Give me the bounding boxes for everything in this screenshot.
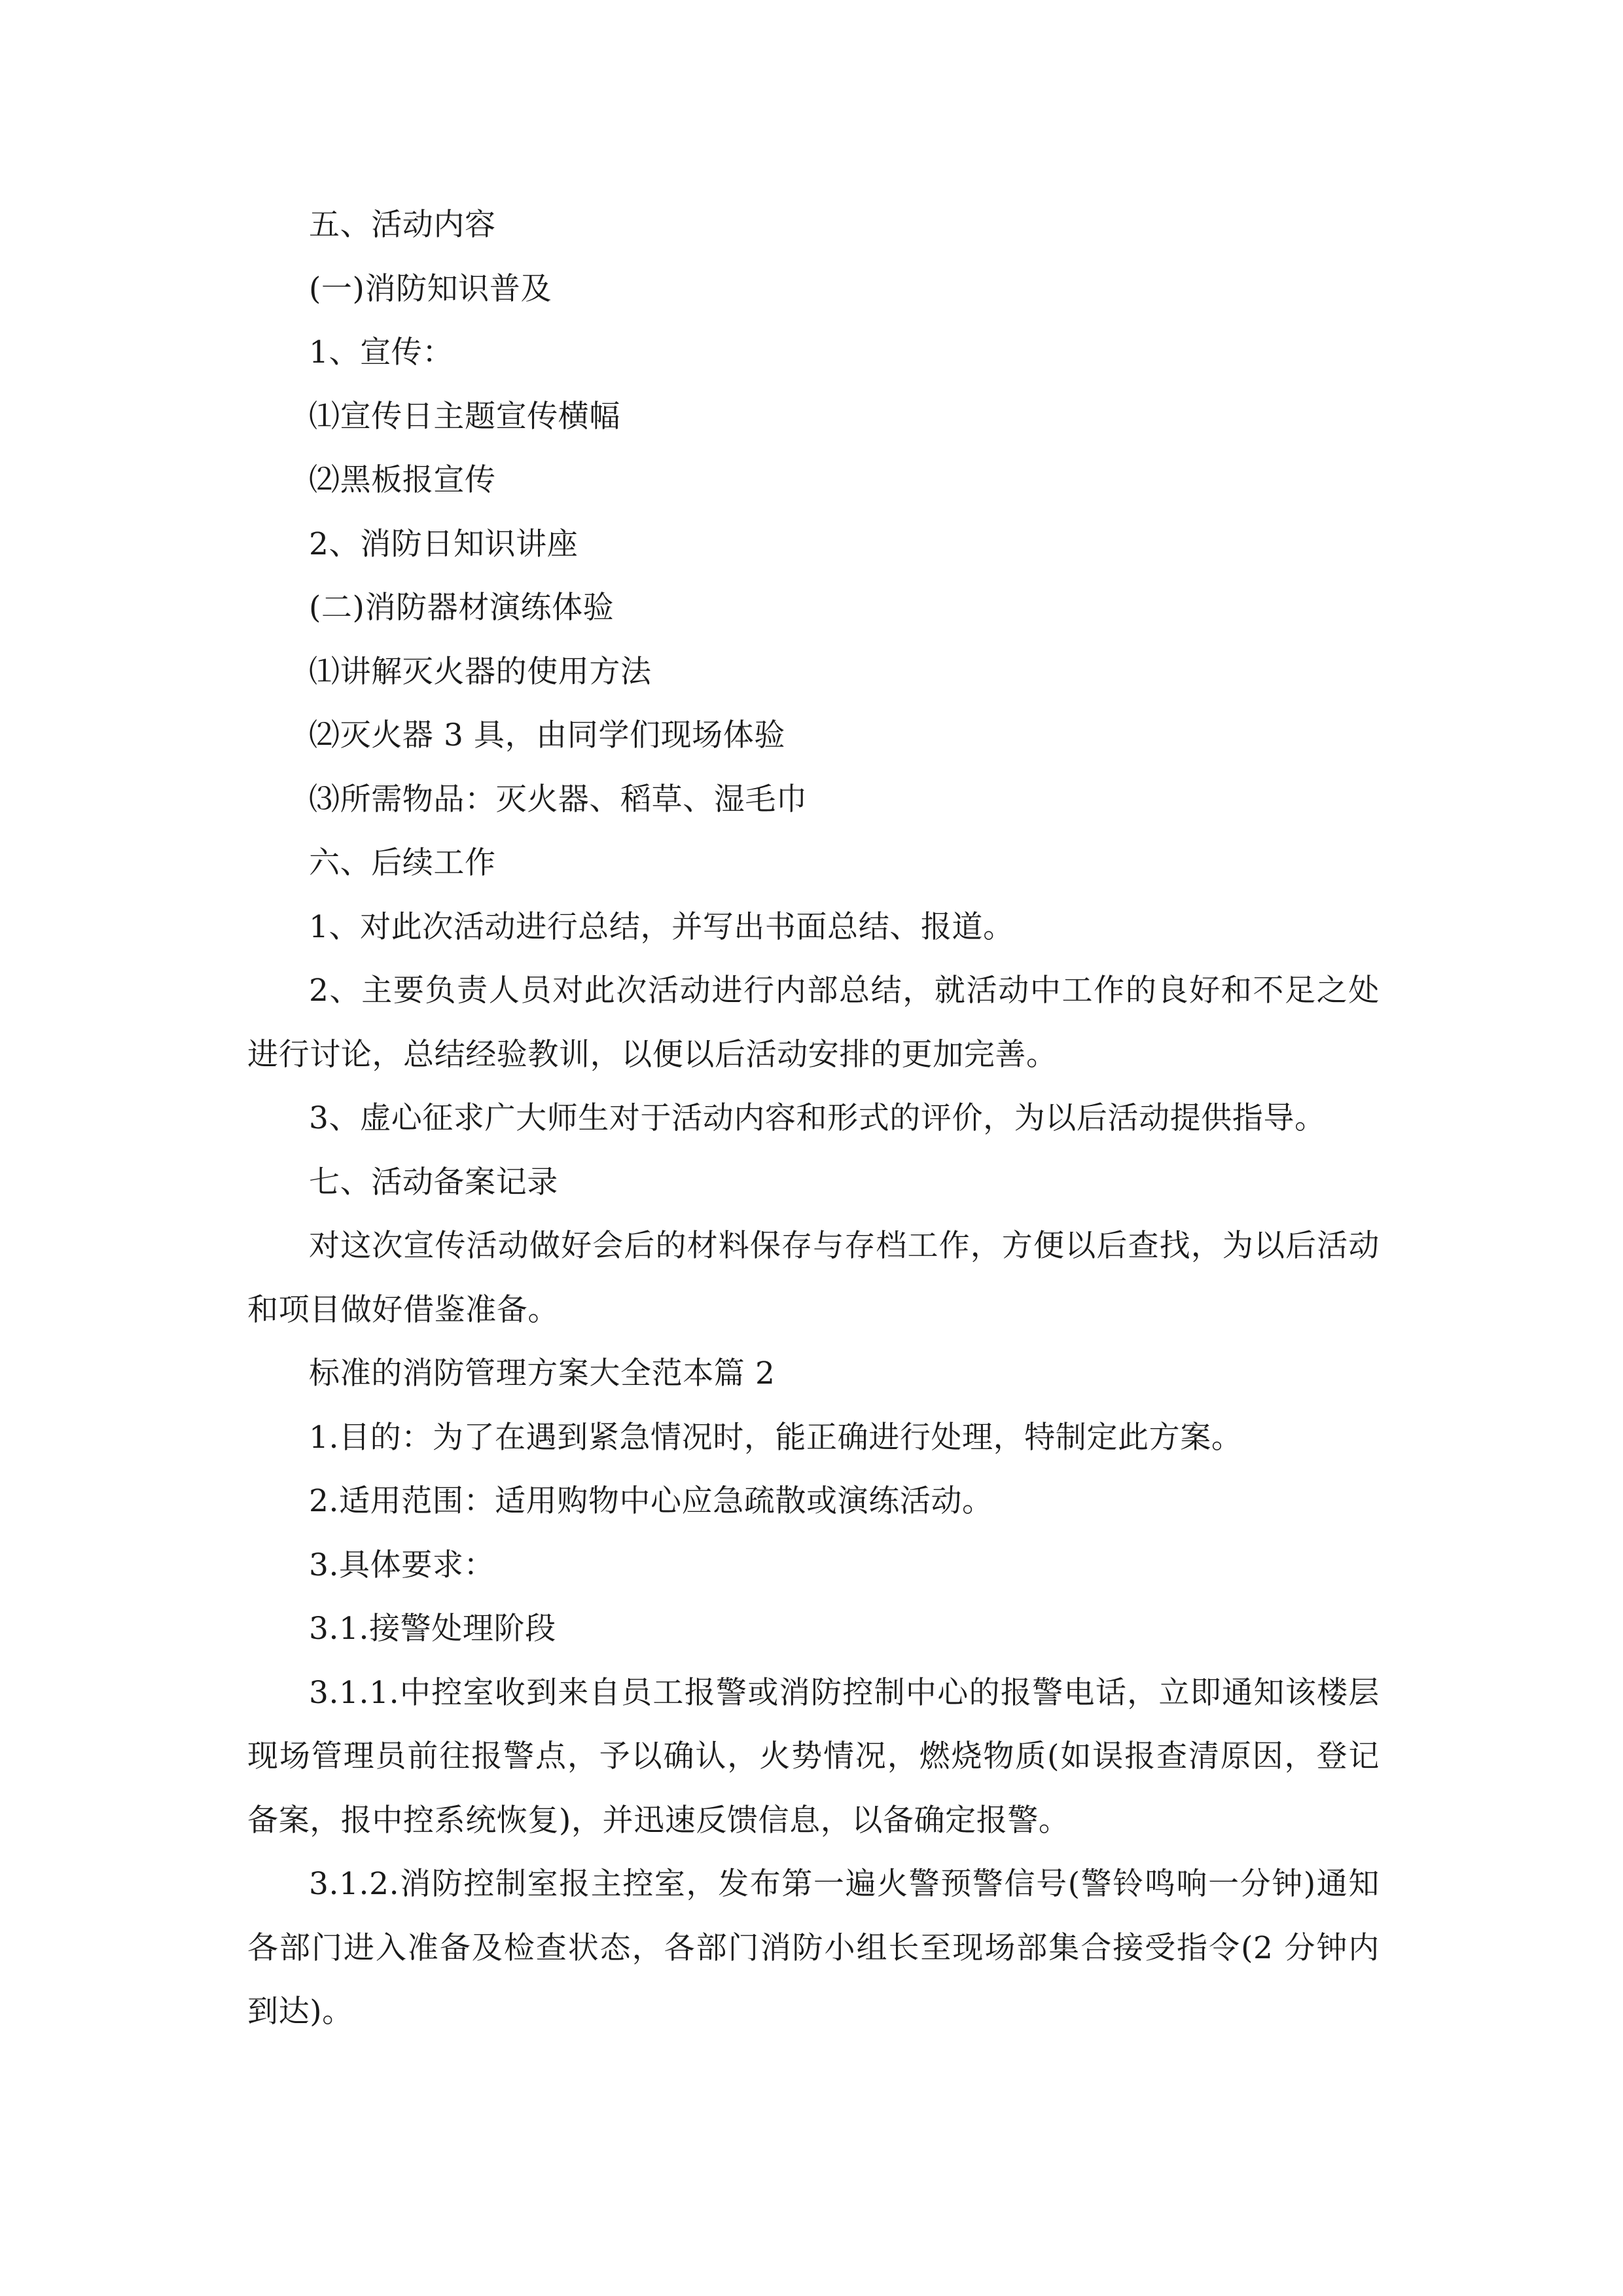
- list-item-materials: ⑶所需物品：灭火器、稻草、湿毛巾: [309, 781, 808, 817]
- document-body: [247, 193, 1380, 2044]
- list-item-lecture: 2、消防日知识讲座: [309, 526, 579, 562]
- section-heading-record: 七、活动备案记录: [309, 1164, 558, 1200]
- paragraph-feedback: 3、虚心征求广大师生对于活动内容和形式的评价，为以后活动提供指导。: [309, 1100, 1326, 1136]
- paragraph-archiving: 对这次宣传活动做好会后的材料保存与存档工作，方便以后查找，为以后活动和项目做好借鉴准备。: [247, 1228, 1380, 1328]
- section-heading-follow-up: 六、后续工作: [309, 845, 496, 881]
- subheading-alarm-handling: 3.1.接警处理阶段: [309, 1611, 556, 1647]
- document-title-part-2: 标准的消防管理方案大全范本篇 2: [309, 1355, 776, 1391]
- list-item-extinguisher-experience: ⑵灭火器 3 具，由同学们现场体验: [309, 717, 785, 753]
- list-item-extinguisher-usage: ⑴讲解灭火器的使用方法: [309, 653, 652, 690]
- list-item-banner: ⑴宣传日主题宣传横幅: [309, 398, 620, 435]
- paragraph-summary: 1、对此次活动进行总结，并写出书面总结、报道。: [309, 908, 1014, 945]
- section-heading-activity-content: 五、活动内容: [309, 207, 496, 243]
- paragraph-scope: 2.适用范围：适用购物中心应急疏散或演练活动。: [309, 1483, 993, 1519]
- subheading-equipment-drill: (二)消防器材演练体验: [309, 590, 615, 626]
- list-item-publicity: 1、宣传：: [309, 334, 454, 370]
- paragraph-internal-review: 2、主要负责人员对此次活动进行内部总结，就活动中工作的良好和不足之处进行讨论，总结经验教训，以便以后活动安排的更加完善。: [247, 973, 1380, 1073]
- paragraph-alarm-receipt: 3.1.1.中控室收到来自员工报警或消防控制中心的报警电话，立即通知该楼层现场管理员前往报警点，予以确认，火势情况，燃烧物质(如误报查清原因，登记备案，报中控系统恢复)，并迅速反馈信息，以备确定报警。: [247, 1674, 1380, 1839]
- subheading-fire-knowledge: (一)消防知识普及: [309, 270, 552, 307]
- paragraph-purpose: 1.目的：为了在遇到紧急情况时，能正确进行处理，特制定此方案。: [309, 1419, 1243, 1456]
- paragraph-alarm-signal: 3.1.2.消防控制室报主控室，发布第一遍火警预警信号(警铃鸣响一分钟)通知各部门进入准备及检查状态，各部门消防小组长至现场部集合接受指令(2 分钟内到达)。: [247, 1866, 1380, 2030]
- paragraph-requirements: 3.具体要求：: [309, 1547, 495, 1583]
- list-item-blackboard: ⑵黑板报宣传: [309, 462, 496, 498]
